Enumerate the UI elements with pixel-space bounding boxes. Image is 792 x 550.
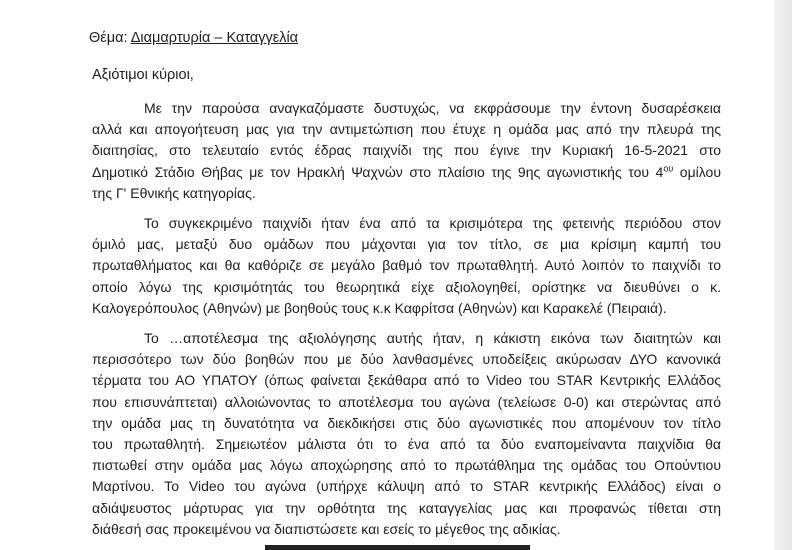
paragraph-2-line: οποίο λόγω της κρισιμότητάς του θεωρητικά είχε αξιολογηθεί, ορίστηκε να διευθύνει ο κ.: [92, 278, 721, 295]
paragraph-3-line: πιστωθεί στην ομάδα μας λόγω αποχώρησης από το πρωτάθλημα της ομάδας του Οπούντιου: [92, 457, 721, 474]
paragraph-3-line: τέρματα του ΑΟ ΥΠΑΤΟΥ (όπως φαίνεται ξεκάθαρα από το Video του STAR Κεντρικής Ελλάδος: [92, 372, 721, 389]
scroll-indicator: [265, 545, 530, 550]
paragraph-2-line: Καλογερόπουλος (Αθηνών) με βοηθούς τους κ.κ Καφρίτσα (Αθηνών) και Καρακελέ (Πειραιά).: [92, 299, 667, 316]
paragraph-2-line: πρωταθλήματος και θα καθόριζε σε μεγάλο βαθμό τον πρωταθλητή. Αυτό λοιπόν το παιχνίδι το: [92, 257, 721, 274]
paragraph-3-line: διάθεσή σας προκειμένου να διαπιστώσετε και εσείς το μέγεθος της αδικίας.: [92, 520, 561, 537]
paragraph-1-line: Με την παρούσα αναγκαζόμαστε δυστυχώς, να εκφράσουμε την έντονη δυσαρέσκεια: [144, 100, 721, 116]
greeting: Αξιότιμοι κύριοι,: [92, 67, 194, 83]
paragraph-3-line: που επισυνάπτεται) αλλοιώνοντας το αποτέλεσμα του αγώνα (τελείωσε 0-0) και στερώντας από: [92, 393, 721, 410]
paragraph-1: [92, 98, 721, 204]
paragraph-2-line: Το συγκεκριμένο παιχνίδι ήταν ένα από τα κρισιμότερα της φετεινής περιόδου στον: [144, 215, 721, 231]
paragraph-3-line: αδιάψευστος μάρτυρας για την ορθότητα της καταγγελίας μας και προφανώς τίθεται στη: [92, 499, 721, 516]
paragraph-3: [92, 328, 721, 540]
paragraph-2-line: όμιλό μας, μεταξύ δυο ομάδων που μάχονται για τον τίτλο, σε μια κρίσιμη καμπή του: [92, 236, 721, 253]
paragraph-2: [92, 213, 721, 319]
paragraph-3-line: την ομάδα μας τη δυνατότητα να διεκδικήσει στις δύο αγωνιστικές που απομένουν τον τίτλο: [92, 414, 721, 431]
page-edge: [774, 0, 792, 550]
paragraph-1-line: αλλά και απογοήτευση μας για την αντιμετώπιση που έτυχε η ομάδα μας από την πλευρά της: [92, 121, 721, 138]
ordinal-superscript: ου: [663, 162, 674, 173]
paragraph-1-line: Δημοτικό Στάδιο Θήβας με τον Ηρακλή Ψαχνών στο πλαίσιο της 9ης αγωνιστικής του $4^{o\upsilon}$ ομίλου: [92, 162, 721, 180]
subject-label: Θέμα:: [89, 30, 128, 46]
paragraph-3-line: Το …αποτέλεσμα της αξιολόγησης αυτής ήταν, η κάκιστη εικόνα των διαιτητών και: [144, 330, 721, 346]
paragraph-1-line: διαιτησίας, στο τελευταίο εντός έδρας παιχνίδι της που έγινε την Κυριακή 16-5-2021 στο: [92, 142, 721, 159]
subject-title: Διαμαρτυρία – Καταγγελία: [130, 30, 299, 46]
paragraph-3-line: Μαρτίνου. Το Video του αγώνα (υπήρχε κάλυψη από το STAR κεντρικής Ελλάδος) είναι ο: [92, 478, 721, 495]
paragraph-3-line: του πρωταθλητή. Σημειωτέον μάλιστα ότι το ένα από τα δύο εναπομείναντα παιχνίδια θα: [92, 436, 721, 453]
subject-line: [89, 30, 298, 46]
paragraph-3-line: περισσότερο των δύο βοηθών που με δύο λανθασμένες υποδείξεις ακύρωσαν ΔΥΟ κανονικά: [92, 351, 721, 368]
paragraph-1-line: της Γ' Εθνικής κατηγορίας.: [92, 184, 256, 201]
